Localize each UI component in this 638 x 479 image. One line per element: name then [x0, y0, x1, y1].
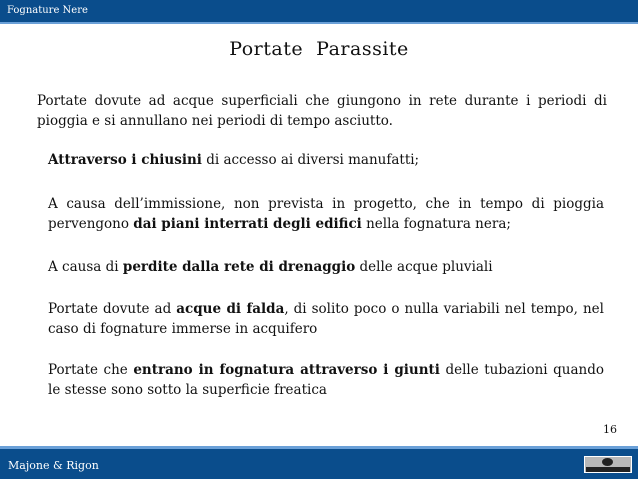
bullet-text: delle tubazioni quando le stesse sono sotto la superficie freatica: [48, 362, 604, 398]
bullet-item: [48, 194, 604, 234]
cc-rights-band: [586, 467, 630, 472]
bullet-item: [48, 257, 604, 277]
bullet-text-bold: entrano in fognatura attraverso i giunti: [133, 362, 440, 378]
bullet-text-bold: dai piani interrati degli edifici: [133, 216, 362, 232]
bullet-text-bold: perdite dalla rete di drenaggio: [122, 259, 356, 275]
page-number: 16: [603, 423, 617, 436]
slide-title: Portate Parassite: [229, 38, 409, 60]
bullet-item: [48, 150, 604, 170]
bullet-text-bold: Attraverso i chiusini: [48, 152, 202, 168]
bullet-text: Portate dovute ad: [48, 301, 177, 317]
bullet-text-bold: acque di falda: [176, 301, 285, 317]
bullet-text: Portate che: [48, 362, 134, 378]
bullet-text: di accesso ai diversi manufatti;: [201, 152, 420, 168]
bullet-text: A causa di: [48, 259, 123, 275]
intro-paragraph: Portate dovute ad acque superficiali che giungono in rete durante i periodi di pioggia e si annullano nei periodi di tempo asciutto.: [37, 93, 607, 129]
header-bar: [0, 0, 638, 24]
bullet-text: A causa dell’immissione, non prevista in progetto, che in tempo di pioggia pervengono: [48, 196, 604, 232]
bullet-text: , di solito poco o nulla variabili nel tempo, nel caso di fognature immerse in acquifero: [48, 301, 604, 337]
footer-authors: Majone & Rigon: [8, 459, 99, 472]
footer-bar: [0, 446, 638, 479]
bullet-item: [48, 360, 604, 400]
bullet-text: delle acque pluviali: [355, 259, 493, 275]
bullet-item: [48, 299, 604, 339]
bullet-text: nella fognatura nera;: [361, 216, 511, 232]
cc-circle-icon: [602, 458, 613, 466]
header-label: Fognature Nere: [7, 5, 88, 16]
creative-commons-license-icon[interactable]: [584, 456, 632, 473]
